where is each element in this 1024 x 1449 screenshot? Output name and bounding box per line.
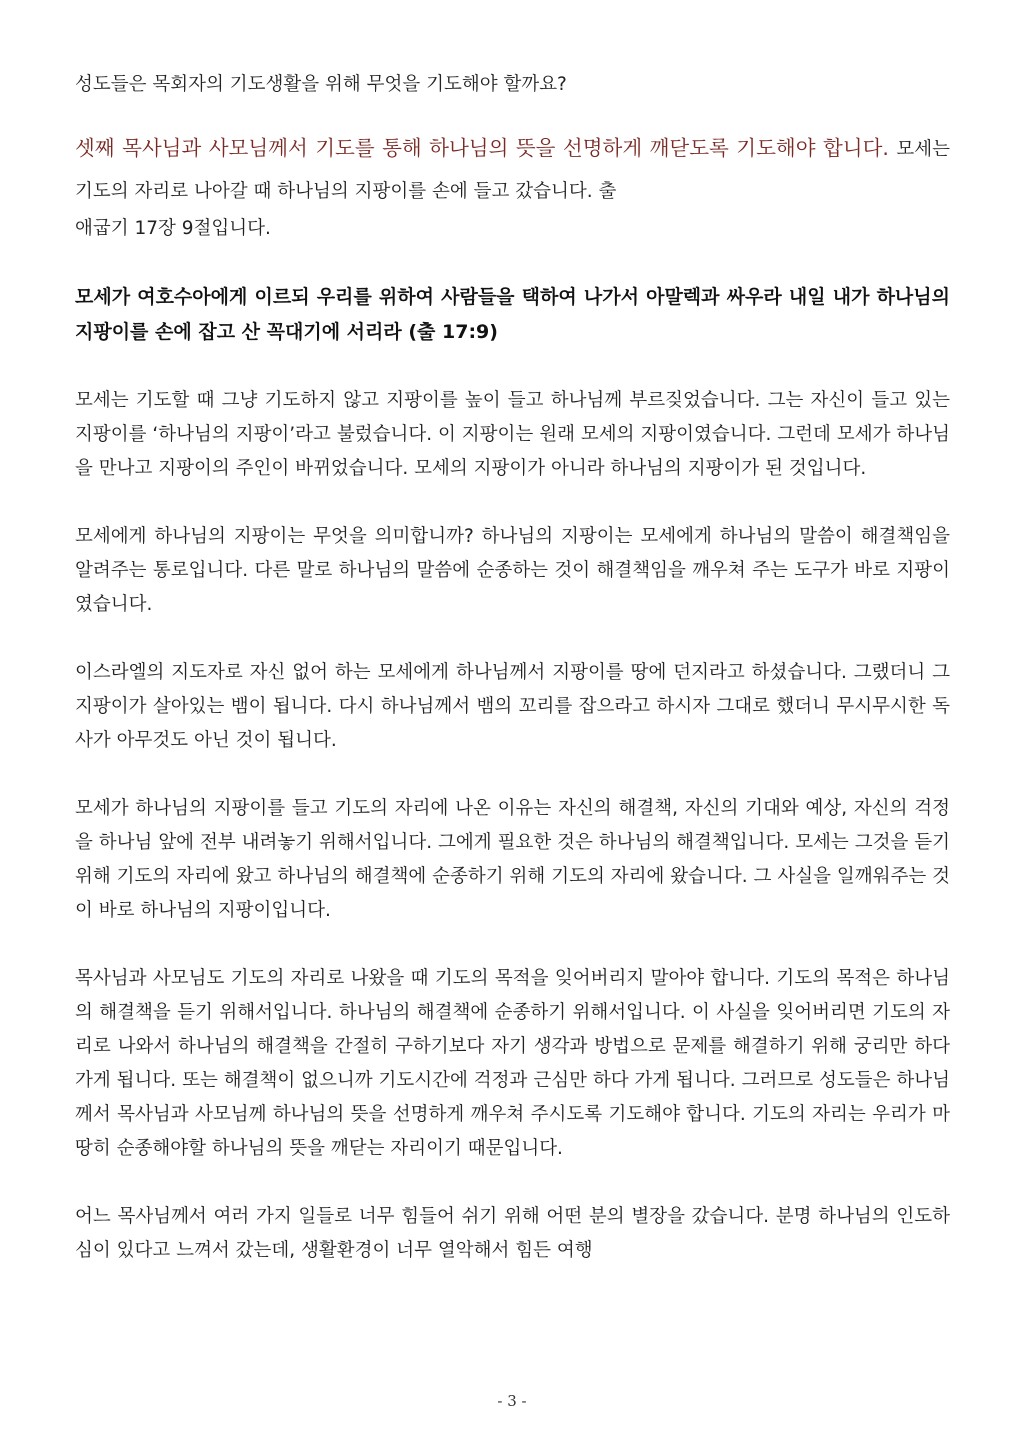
page-number: - 3 -	[497, 1392, 527, 1410]
body-paragraph: 모세가 하나님의 지팡이를 들고 기도의 자리에 나온 이유는 자신의 해결책, 자신의 기대와 예상, 자신의 걱정을 하나님 앞에 전부 내려놓기 위해서입니다. 그에게 필요한 것은 하나님의 해결책입니다. 모세는 그것을 듣기 위해 기도의 자리에 왔고 하나님의 해결책에 순종하기 위해 기도의 자리에 왔습니다. 그 사실을 일깨워주는 것이 바로 하나님의 지팡이입니다.	[75, 798, 951, 921]
point-paragraph	[75, 128, 950, 246]
point-rest-line2: 애굽기 17장 9절입니다.	[75, 218, 271, 239]
point-heading: 셋째 목사님과 사모님께서 기도를 통해 하나님의 뜻을 선명하게 깨닫도록 기도해야 합니다.	[75, 136, 889, 160]
body-paragraph: 어느 목사님께서 여러 가지 일들로 너무 힘들어 쉬기 위해 어떤 분의 별장을 갔습니다. 분명 하나님의 인도하심이 있다고 느껴서 갔는데, 생활환경이 너무 열악해서 힘든 여행	[75, 1206, 950, 1261]
point-rest-line1: 모세는 기도의 자리로 나아갈 때 하나님의 지팡이를 손에 들고 갔습니다. 출	[75, 139, 950, 202]
body-paragraph: 모세는 기도할 때 그냥 기도하지 않고 지팡이를 높이 들고 하나님께 부르짖었습니다. 그는 자신이 들고 있는 지팡이를 ‘하나님의 지팡이’라고 불렀습니다. 이 지팡이는 원래 모세의 지팡이였습니다. 그런데 모세가 하나님을 만나고 지팡이의 주인이 바뀌었습니다. 모세의 지팡이가 아니라 하나님의 지팡이가 된 것입니다.	[75, 390, 950, 479]
scripture-quote: 모세가 여호수아에게 이르되 우리를 위하여 사람들을 택하여 나가서 아말렉과 싸우라 내일 내가 하나님의 지팡이를 손에 잡고 산 꼭대기에 서리라 (출 17:9)	[75, 286, 950, 343]
body-paragraph: 목사님과 사모님도 기도의 자리로 나왔을 때 기도의 목적을 잊어버리지 말아야 합니다. 기도의 목적은 하나님의 해결책을 듣기 위해서입니다. 하나님의 해결책에 순종하기 위해서입니다. 이 사실을 잊어버리면 기도의 자리로 나와서 하나님의 해결책을 간절히 구하기보다 자기 생각과 방법으로 문제를 해결하기 위해 궁리만 하다 가게 됩니다. 또는 해결책이 없으니까 기도시간에 걱정과 근심만 하다 가게 됩니다. 그러므로 성도들은 하나님께서 목사님과 사모님께 하나님의 뜻을 선명하게 깨우쳐 주시도록 기도해야 합니다. 기도의 자리는 우리가 마땅히 순종해야할 하나님의 뜻을 깨닫는 자리이기 때문입니다.	[75, 968, 950, 1159]
body-paragraph: 모세에게 하나님의 지팡이는 무엇을 의미합니까? 하나님의 지팡이는 모세에게 하나님의 말씀이 해결책임을 알려주는 통로입니다. 다른 말로 하나님의 말씀에 순종하는 것이 해결책임을 깨우쳐 주는 도구가 바로 지팡이였습니다.	[75, 526, 950, 615]
body-paragraph: 이스라엘의 지도자로 자신 없어 하는 모세에게 하나님께서 지팡이를 땅에 던지라고 하셨습니다. 그랬더니 그 지팡이가 살아있는 뱀이 됩니다. 다시 하나님께서 뱀의 꼬리를 잡으라고 하시자 그대로 했더니 무시무시한 독사가 아무것도 아닌 것이 됩니다.	[75, 662, 950, 751]
question-line: 성도들은 목회자의 기도생활을 위해 무엇을 기도해야 할까요?	[75, 74, 567, 95]
